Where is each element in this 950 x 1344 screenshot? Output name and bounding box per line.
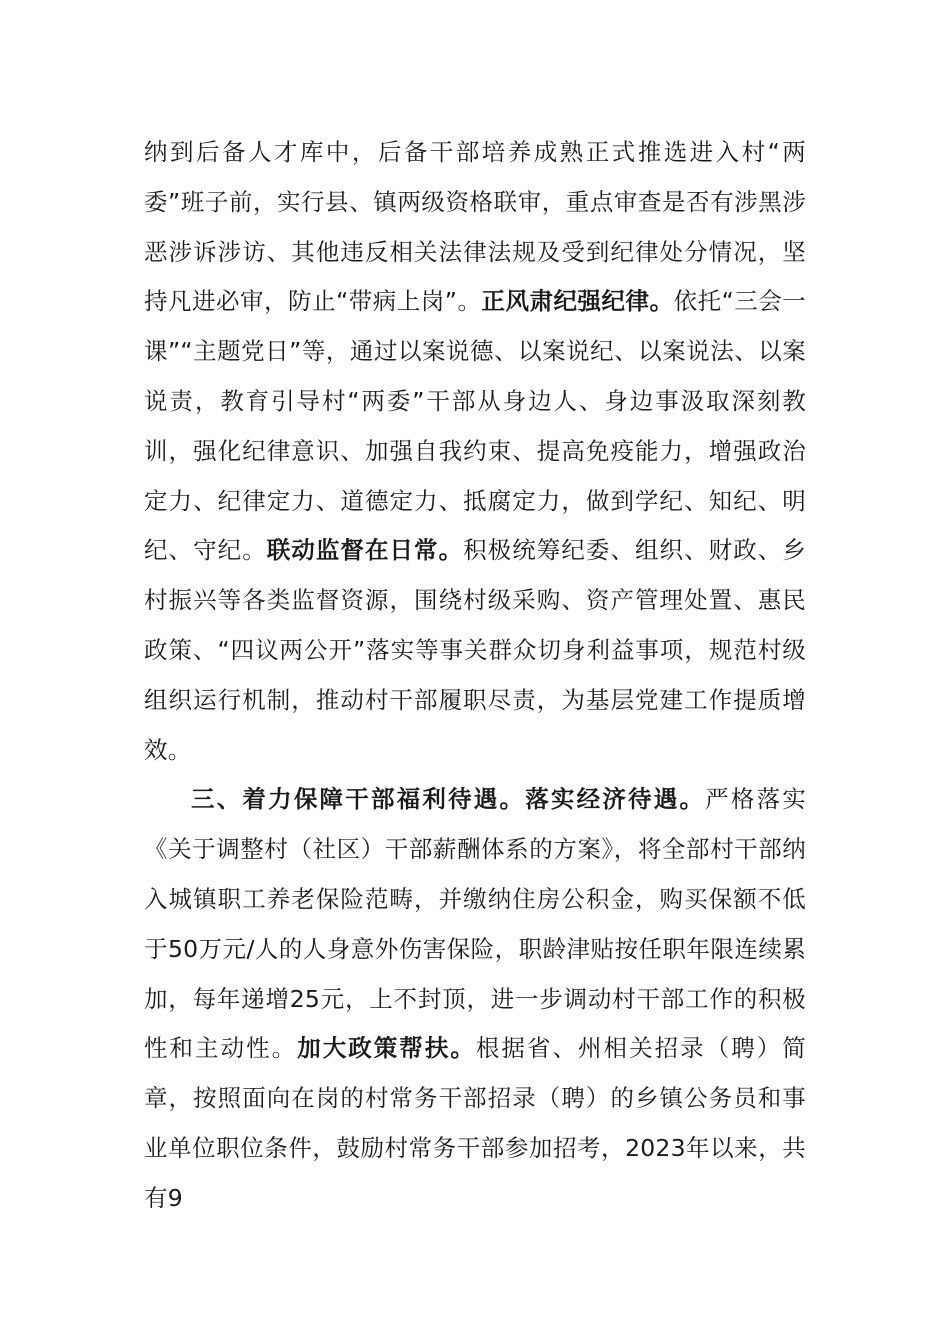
paragraph-text: 纳到后备人才库中，后备干部培养成熟正式推选进入村“两委”班子前，实行县、镇两级资格联审，重点审查是否有涉黑涉恶涉诉涉访、其他违反相关法律法规及受到纪律处分情况，坚持凡进必审，防止“带病上岗”。 — [144, 138, 806, 316]
paragraph-cadre-supervision — [144, 128, 806, 775]
document-body — [144, 128, 806, 1224]
paragraph-text: 积极统筹纪委、组织、财政、乡村振兴等各类监督资源，围绕村级采购、资产管理处置、惠民政策、“四议两公开”落实等事关群众切身利益事项，规范村级组织运行机制，推动村干部履职尽责，为基层党建工作提质增效。 — [144, 536, 806, 764]
inline-heading: 落实经济待遇。 — [525, 785, 706, 814]
paragraph-text: 依托“三会一课”“主题党日”等，通过以案说德、以案说纪、以案说法、以案说责，教育引导村“两委”干部从身边人、身边事汲取深刻教训，强化纪律意识、加强自我约束、提高免疫能力，增强政治定力、纪律定力、道德定力、抵腐定力，做到学纪、知纪、明纪、守纪。 — [144, 287, 806, 565]
section-title: 三、着力保障干部福利待遇。 — [191, 785, 526, 814]
paragraph-text: 根据省、州相关招录（聘）简章，按照面向在岗的村常务干部招录（聘）的乡镇公务员和事业单位职位条件，鼓励村常务干部参加招考，2023年以来，共有9 — [144, 1034, 806, 1212]
paragraph-text: 严格落实《关于调整村（社区）干部薪酬体系的方案》，将全部村干部纳入城镇职工养老保险范畴，并缴纳住房公积金，购买保额不低于50万元/人的人身意外伤害保险，职龄津贴按任职年限连续累加，每年递增25元，上不封顶，进一步调动村干部工作的积极性和主动性。 — [144, 785, 806, 1063]
inline-heading: 正风肃纪强纪律。 — [481, 287, 674, 316]
inline-heading: 联动监督在日常。 — [266, 536, 464, 565]
inline-heading: 加大政策帮扶。 — [297, 1034, 476, 1063]
paragraph-welfare — [144, 775, 806, 1223]
